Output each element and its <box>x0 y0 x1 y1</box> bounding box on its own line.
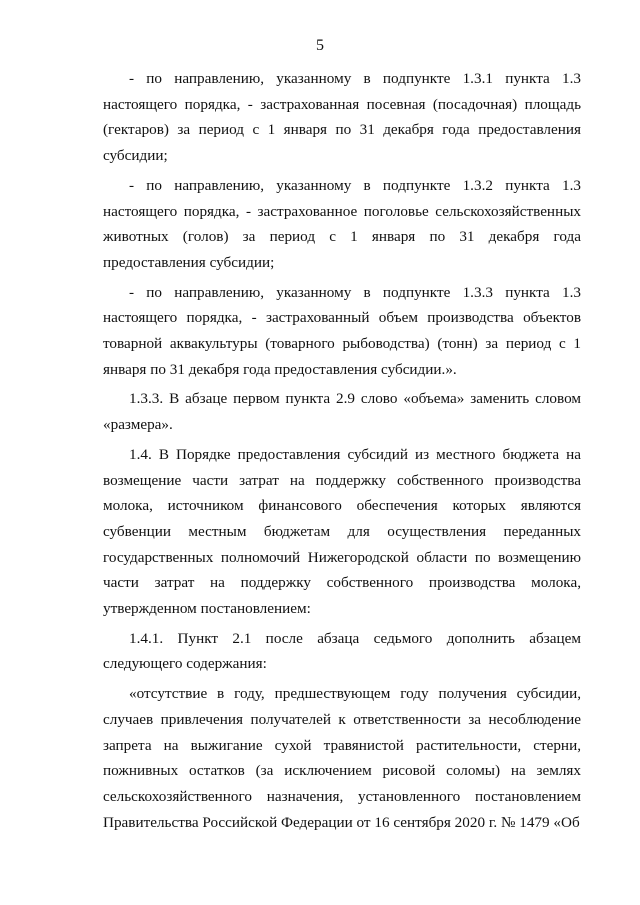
page-number: 5 <box>316 37 324 54</box>
paragraph-subpoint-1-3-3: - по направлению, указанному в подпункте 1.3.3 пункта 1.3 настоящего порядка, - застрахованный объем производства объектов товарной аквакультуры (товарного рыбоводства) (тонн) за период с 1 января по 31 декабря года предоставления субсидии.». <box>103 283 581 378</box>
paragraph-1-3-3: 1.3.3. В абзаце первом пункта 2.9 слово «объема» заменить словом «размера». <box>103 390 581 434</box>
document-body <box>103 66 581 839</box>
paragraph-subpoint-1-3-1: - по направлению, указанному в подпункте 1.3.1 пункта 1.3 настоящего порядка, - застрахованная посевная (посадочная) площадь (гектаров) за период с 1 января по 31 декабря года предоставления субсидии; <box>103 70 581 165</box>
paragraph-subpoint-1-3-2: - по направлению, указанному в подпункте 1.3.2 пункта 1.3 настоящего порядка, - застрахованное поголовье сельскохозяйственных животных (голов) за период с 1 января по 31 декабря года предоставления субсидии; <box>103 176 581 271</box>
paragraph-1-4-1: 1.4.1. Пункт 2.1 после абзаца седьмого дополнить абзацем следующего содержания: <box>103 629 581 673</box>
paragraph-quoted-condition: «отсутствие в году, предшествующем году получения субсидии, случаев привлечения получателей к ответственности за несоблюдение запрета на выжигание сухой травянистой растительности, стерни, пожнивных остатков (за исключением рисовой соломы) на землях сельскохозяйственного назначения, установленного постановлением Правительства Российской Федерации от 16 сентября 2020 г. № 1479 «Об <box>103 685 581 831</box>
paragraph-1-4: 1.4. В Порядке предоставления субсидий из местного бюджета на возмещение части затрат на поддержку собственного производства молока, источником финансового обеспечения которых являются субвенции местным бюджетам для осуществления переданных государственных полномочий Нижегородской области по возмещению части затрат на поддержку собственного производства молока, утвержденном постановлением: <box>103 445 581 618</box>
